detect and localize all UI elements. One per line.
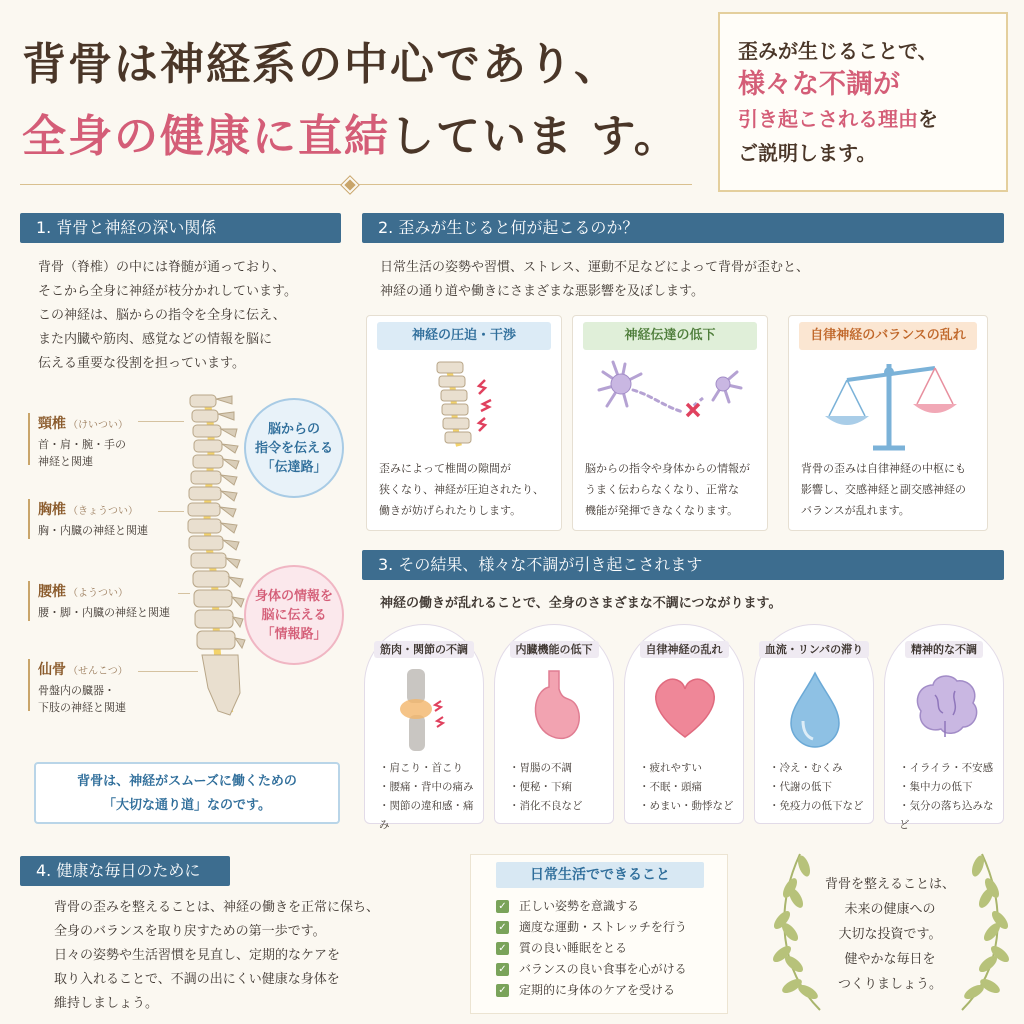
cross-icon [687, 404, 699, 416]
section4-text-line: 全身のバランスを取り戻すための第一歩です。 [54, 924, 326, 939]
symptom-list [639, 759, 734, 816]
section1-text-line: そこから全身に神経が枝分かれしています。 [38, 284, 297, 299]
symptom-item: ・ 不眠・頭痛 [639, 778, 734, 797]
vertebra-desc: 首・肩・腕・手の [38, 438, 126, 451]
symptom-item: ・ 免疫力の低下など [769, 797, 864, 816]
vertebra-reading: （きょうつい） [68, 506, 138, 517]
vertebra-reading: （けいつい） [68, 420, 128, 431]
body-info-circle [244, 565, 344, 665]
closing-line: 背骨を整えることは、 [824, 877, 955, 892]
section2-text-line: 日常生活の姿勢や習慣、ストレス、運動不足などによって背骨が歪むと、 [380, 260, 810, 275]
vertebra-label-thoracic [38, 499, 148, 539]
checklist-label: 質の良い睡眠をとる [519, 941, 628, 955]
stomach-icon [515, 665, 595, 755]
section4-header: 4. 健康な毎日のために [20, 856, 230, 886]
checklist-item [496, 938, 687, 959]
circle-line: 「情報路」 [261, 626, 327, 642]
card-desc-line: 背骨の歪みは自律神経の中枢にも [801, 462, 966, 475]
checklist-item [496, 896, 687, 917]
symptom-item: ・ 胃腸の不調 [509, 759, 583, 778]
card-desc-line: うまく伝わらなくなり、正常な [585, 483, 739, 496]
vertebra-name: 胸椎 [38, 502, 66, 518]
symptom-item: ・ 肩こり・首こり [379, 759, 483, 778]
card-title: 筋肉・関節の不調 [374, 641, 474, 658]
checkmark-icon: ✓ [496, 963, 509, 976]
vertebra-label-cervical [38, 413, 128, 470]
lightning-icon [479, 380, 491, 431]
checkmark-icon: ✓ [496, 921, 509, 934]
section4-text-line: 日々の姿勢や生活習慣を見直し、定期的なケアを [54, 948, 341, 963]
closing-line: 未来の健康への [844, 902, 936, 917]
vertebra-name: 腰椎 [38, 584, 66, 600]
page-title-line2 [22, 100, 680, 164]
section3-text: 神経の働きが乱れることで、全身のさまざまな不調につながります。 [380, 596, 782, 611]
card-desc-line: 歪みによって椎間の隙間が [379, 462, 511, 475]
section4-text-line: 維持しましょう。 [54, 996, 159, 1011]
vertebra-desc: 下肢の神経と関連 [38, 701, 126, 714]
symptom-item: ・ 代謝の低下 [769, 778, 864, 797]
card-autonomic-imbalance [788, 315, 988, 531]
card-autonomic [624, 624, 744, 824]
symptom-item: ・ イライラ・不安感 [899, 759, 1003, 778]
checklist-label: 定期的に身体のケアを受ける [519, 983, 676, 997]
section4-text-line: 背骨の歪みを整えることは、神経の働きを正常に保ち、 [54, 900, 380, 915]
spine-compression-icon [367, 356, 563, 456]
card-desc-line: 影響し、交感神経と副交感神経の [801, 483, 966, 496]
vertebra-label-sacrum [38, 659, 128, 716]
section1-text-line: 伝える重要な役割を担っています。 [38, 356, 245, 371]
water-drop-icon [775, 665, 855, 755]
vertebra-desc: 骨盤内の臓器・ [38, 684, 115, 697]
vertebra-name: 仙骨 [38, 662, 66, 678]
section2-text [380, 256, 1000, 304]
closing-line: 健やかな毎日を [844, 952, 936, 967]
card-title: 精神的な不調 [905, 641, 983, 658]
card-desc [585, 458, 761, 521]
card-title: 神経伝達の低下 [583, 322, 757, 350]
callout-line3-rest: を [918, 107, 938, 131]
section1-text-line: この神経は、脳からの指令を全身に伝え、 [38, 308, 286, 323]
callout-line2: 様々な不調が [738, 69, 900, 100]
vertebra-reading: （ようつい） [68, 588, 128, 599]
symptom-item: ・ 集中力の低下 [899, 778, 1003, 797]
checkmark-icon: ✓ [496, 900, 509, 913]
symptom-list [509, 759, 583, 816]
section1-text-line: また内臓や筋肉、感覚などの情報を脳に [38, 332, 273, 347]
card-title: 自律神経のバランスの乱れ [799, 322, 977, 350]
callout-line3-highlight: 引き起こされる理由 [738, 107, 918, 131]
section3-header: 3. その結果、様々な不調が引き起こされます [362, 550, 1004, 580]
vertebra-name: 頸椎 [38, 416, 66, 432]
card-digestive [494, 624, 614, 824]
section2-text-line: 神経の通り道や働きにさまざまな悪影響を及ぼします。 [380, 284, 704, 299]
title-highlight: 全身の健康に直結 [22, 111, 390, 162]
checkmark-icon: ✓ [496, 942, 509, 955]
callout-line3 [738, 102, 988, 136]
card-title: 血流・リンパの滞り [759, 641, 869, 658]
heart-icon [645, 665, 725, 755]
daily-checklist [496, 896, 687, 1001]
checklist-item [496, 917, 687, 938]
note-line: 「大切な通り道」なのです。 [103, 798, 271, 813]
title-rest: していま す。 [390, 111, 680, 162]
card-nerve-compression [366, 315, 562, 531]
vertebra-desc: 腰・脚・内臓の神経と関連 [38, 606, 170, 619]
checklist-label: 適度な運動・ストレッチを行う [519, 920, 687, 934]
card-desc-line: 機能が発揮できなくなります。 [585, 504, 739, 517]
card-title: 内臓機能の低下 [510, 641, 599, 658]
card-desc-line: 働きが妨げられたりします。 [379, 504, 522, 517]
header-callout [718, 12, 1008, 192]
vertebra-desc: 胸・内臓の神経と関連 [38, 524, 148, 537]
brain-signal-circle [244, 398, 344, 498]
card-desc [379, 458, 555, 521]
note-line: 背骨は、神経がスムーズに働くための [77, 774, 297, 789]
circle-line: 指令を伝える [254, 440, 333, 456]
circle-line: 身体の情報を [254, 588, 333, 604]
section1-header: 1. 背骨と神経の深い関係 [20, 213, 341, 243]
symptom-item: ・ 気分の落ち込みなど [899, 797, 1003, 835]
callout-line4: ご説明します。 [738, 141, 877, 165]
checkmark-icon: ✓ [496, 984, 509, 997]
closing-line: つくりましょう。 [837, 977, 942, 992]
section1-text-line: 背骨（脊椎）の中には脊髄が通っており、 [38, 260, 286, 275]
card-circulation [754, 624, 874, 824]
spine-diagram [18, 393, 344, 723]
daily-tips-title: 日常生活でできること [496, 862, 704, 888]
symptom-item: ・ 消化不良など [509, 797, 583, 816]
circle-line: 脳に伝える [261, 607, 327, 623]
section4-text-line: 取り入れることで、不調の出にくい健康な身体を [54, 972, 340, 987]
section1-text [38, 256, 338, 376]
closing-message [790, 872, 990, 997]
balance-scale-icon [789, 356, 989, 456]
knee-joint-icon [385, 665, 465, 755]
card-title: 神経の圧迫・干渉 [377, 322, 551, 350]
symptom-list [899, 759, 1003, 835]
checklist-item [496, 980, 687, 1001]
card-title: 自律神経の乱れ [640, 641, 729, 658]
symptom-item: ・ めまい・動悸など [639, 797, 734, 816]
symptom-item: ・ 冷え・むくみ [769, 759, 864, 778]
callout-line1: 歪みが生じることで、 [738, 39, 938, 63]
section1-note [34, 762, 340, 824]
symptom-list [379, 759, 483, 835]
card-desc-line: バランスが乱れます。 [801, 504, 910, 517]
vertebra-label-lumbar [38, 581, 170, 621]
brain-icon [905, 665, 985, 755]
symptom-item: ・ 便秘・下痢 [509, 778, 583, 797]
closing-line: 大切な投資です。 [838, 927, 942, 942]
symptom-item: ・ 疲れやすい [639, 759, 734, 778]
section2-header: 2. 歪みが生じると何が起こるのか？ [362, 213, 1004, 243]
card-desc-line: 狭くなり、神経が圧迫されたり、 [379, 483, 544, 496]
checklist-label: 正しい姿勢を意識する [519, 899, 640, 913]
vertebra-reading: （せんこつ） [68, 666, 128, 677]
neuron-icon [573, 356, 769, 456]
card-musculoskeletal [364, 624, 484, 831]
checklist-item [496, 959, 687, 980]
section4-text [54, 896, 464, 1016]
circle-line: 「伝達路」 [261, 459, 327, 475]
card-desc [801, 458, 977, 521]
symptom-item: ・ 腰痛・背中の痛み [379, 778, 483, 797]
card-signal-decline [572, 315, 768, 531]
checklist-label: バランスの良い食事を心がける [519, 962, 687, 976]
symptom-item: ・ 関節の違和感・痛み [379, 797, 483, 835]
vertebra-desc: 神経と関連 [38, 455, 93, 468]
card-mental [884, 624, 1004, 831]
circle-line: 脳からの [267, 421, 320, 437]
card-desc-line: 脳からの指令や身体からの情報が [585, 462, 750, 475]
symptom-list [769, 759, 864, 816]
page-title-line1: 背骨は神経系の中心であり、 [22, 39, 620, 90]
